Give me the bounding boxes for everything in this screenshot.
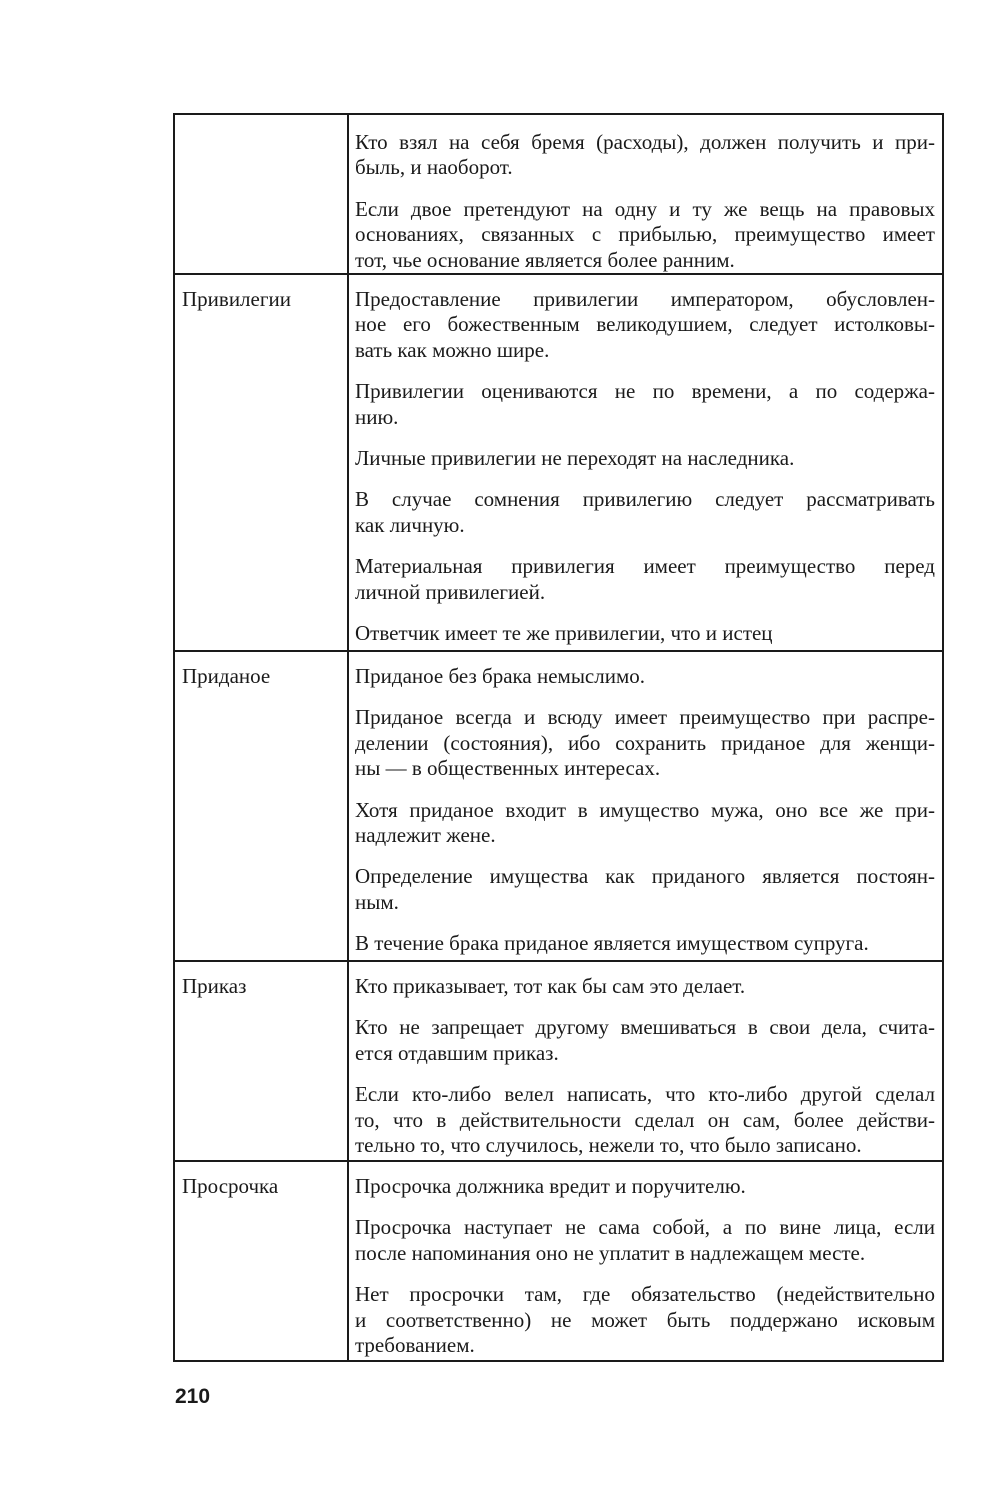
maxim-paragraph <box>355 1215 935 1266</box>
maxims-cell <box>349 962 942 1160</box>
term-label: Привилегии <box>182 287 291 311</box>
maxim-paragraph <box>355 446 935 471</box>
maxim-paragraph <box>355 621 935 646</box>
maxim-paragraph <box>355 197 935 273</box>
table-row <box>175 273 942 650</box>
maxim-paragraph <box>355 1282 935 1358</box>
page-number: 210 <box>175 1385 211 1408</box>
text-line: как личную. <box>355 512 465 537</box>
text-line: ется отдавшим приказ. <box>355 1040 559 1065</box>
text-line: Кто взял на себя бремя (расходы), должен получить и при- <box>355 130 935 154</box>
text-line: нию. <box>355 404 399 429</box>
term-label: Просрочка <box>182 1174 279 1198</box>
maxim-paragraph <box>355 664 935 689</box>
term-cell <box>175 962 349 1160</box>
text-line: Хотя приданое входит в имущество мужа, оно все же при- <box>355 797 935 822</box>
maxim-paragraph <box>355 705 935 781</box>
text-line: вать как можно шире. <box>355 337 550 362</box>
maxim-paragraph <box>355 379 935 430</box>
maxims-cell <box>349 1162 942 1360</box>
maxims-cell <box>349 275 942 650</box>
maxim-paragraph <box>355 487 935 538</box>
text-line: Предоставление привилегии императором, обусловлен- <box>355 287 935 311</box>
text-line: Материальная привилегия имеет преимущество перед <box>355 554 935 579</box>
term-label: Приданое <box>182 664 271 688</box>
table-row <box>175 650 942 960</box>
text-line: Кто приказывает, тот как бы сам это делает. <box>355 974 746 998</box>
text-line: Если кто-либо велел написать, что кто-либо другой сделал <box>355 1082 935 1107</box>
text-line: В случае сомнения привилегию следует рассматривать <box>355 487 935 512</box>
maxim-paragraph <box>355 130 935 181</box>
maxim-paragraph <box>355 1082 935 1158</box>
maxim-paragraph <box>355 1015 935 1066</box>
text-line: Приданое без брака немыслимо. <box>355 664 646 688</box>
text-line: личной привилегией. <box>355 579 546 604</box>
text-line: тельно то, что случилось, нежели то, что было записано. <box>355 1132 862 1157</box>
text-line: Личные привилегии не переходят на наследника. <box>355 445 795 470</box>
text-line: Просрочка должника вредит и поручителю. <box>355 1174 746 1198</box>
maxim-paragraph <box>355 1174 935 1199</box>
maxim-paragraph <box>355 287 935 363</box>
term-cell <box>175 275 349 650</box>
term-cell <box>175 1162 349 1360</box>
text-line: Если двое претендуют на одну и ту же вещь на правовых <box>355 196 935 221</box>
text-line: тот, чье основание является более ранним. <box>355 247 735 272</box>
text-line: делении (состояния), ибо сохранить приданое для женщи- <box>355 730 935 755</box>
text-line: ным. <box>355 889 399 914</box>
term-cell <box>175 115 349 273</box>
text-line: Приданое всегда и всюду имеет преимущество при распре- <box>355 705 935 730</box>
text-line: Определение имущества как приданого является постоян- <box>355 864 935 889</box>
text-line: требованием. <box>355 1332 475 1357</box>
text-line: ны — в общественных интересах. <box>355 756 661 781</box>
table-row <box>175 115 942 273</box>
maxim-paragraph <box>355 974 935 999</box>
maxim-paragraph <box>355 931 935 956</box>
text-line: и соответственно) не может быть поддержано исковым <box>355 1307 935 1332</box>
text-line: Кто не запрещает другому вмешиваться в свои дела, счита- <box>355 1015 935 1040</box>
text-line: то, что в действительности сделал он сам, более действи- <box>355 1107 935 1132</box>
text-line: ное его божественным великодушием, следует истолковы- <box>355 312 935 337</box>
table-row <box>175 960 942 1160</box>
text-line: Нет просрочки там, где обязательство (недействительно <box>355 1282 935 1307</box>
text-line: Просрочка наступает не сама собой, а по вине лица, если <box>355 1215 935 1240</box>
text-line: надлежит жене. <box>355 822 496 847</box>
maxims-cell <box>349 652 942 960</box>
text-line: Ответчик имеет те же привилегии, что и истец <box>355 620 773 645</box>
term-cell <box>175 652 349 960</box>
legal-maxims-table <box>173 113 944 1362</box>
text-line: основаниях, связанных с прибылью, преимущество имеет <box>355 222 935 247</box>
text-line: Привилегии оцениваются не по времени, а по содержа- <box>355 379 935 404</box>
maxim-paragraph <box>355 798 935 849</box>
maxim-paragraph <box>355 554 935 605</box>
maxim-paragraph <box>355 864 935 915</box>
term-label: Приказ <box>182 974 247 998</box>
text-line: после напоминания оно не уплатит в надлежащем месте. <box>355 1240 866 1265</box>
text-line: быль, и наоборот. <box>355 155 513 180</box>
text-line: В течение брака приданое является имуществом супруга. <box>355 931 869 956</box>
maxims-cell <box>349 115 942 273</box>
table-row <box>175 1160 942 1360</box>
